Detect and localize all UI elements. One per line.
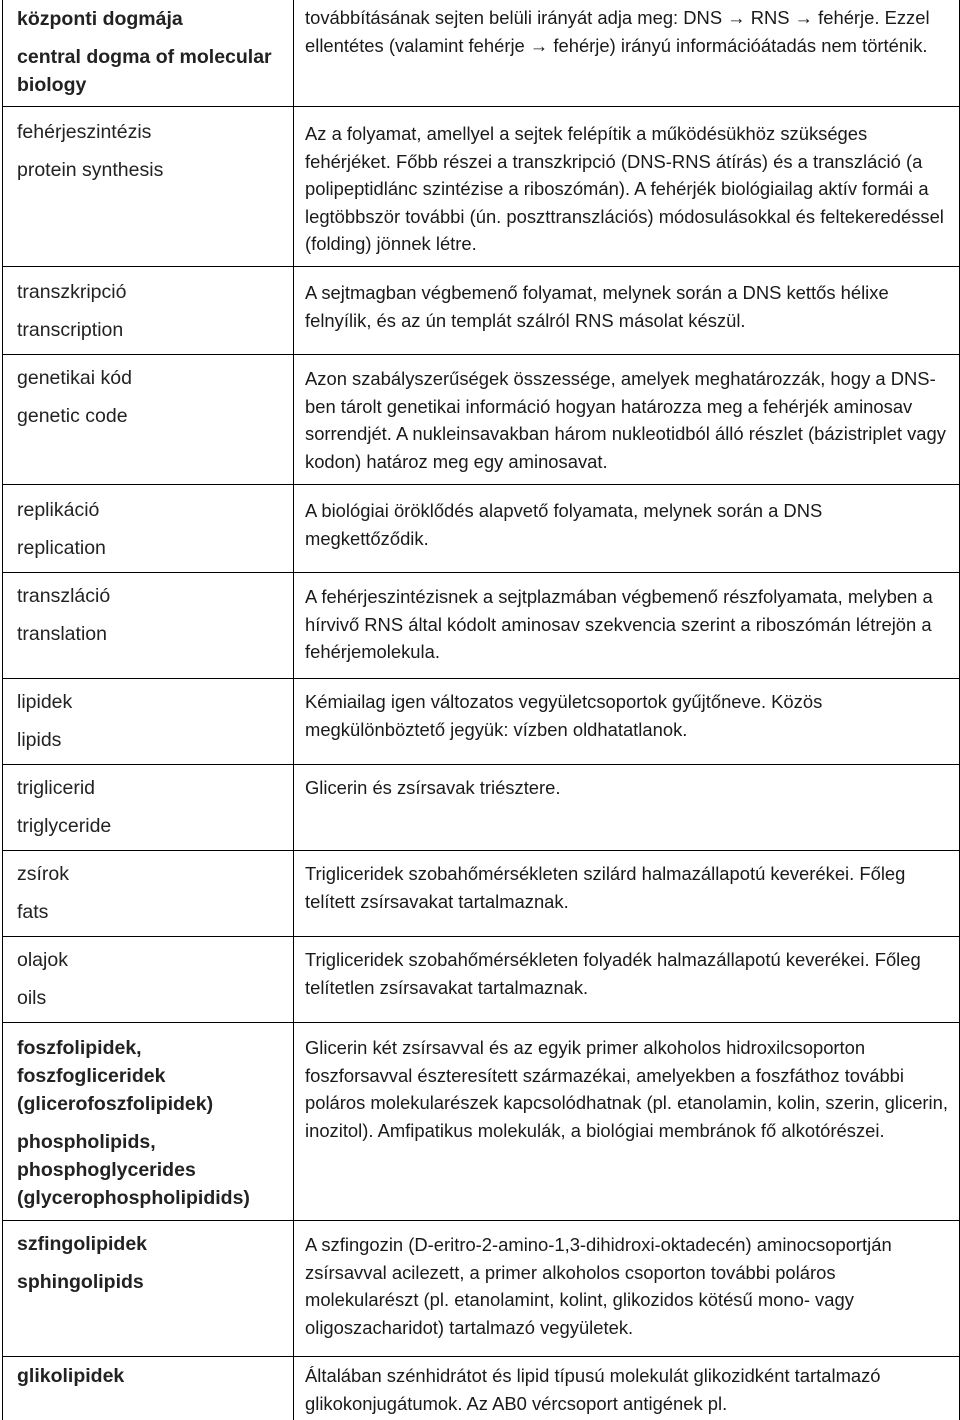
term-english: genetic code xyxy=(17,405,128,427)
term-translation xyxy=(17,582,285,648)
term-hungarian: transzkripció xyxy=(17,281,127,303)
term-english: transcription xyxy=(17,319,124,341)
term-english: fats xyxy=(17,901,49,923)
term-hungarian: központi dogmája xyxy=(17,8,183,30)
term-hungarian: szfingolipidek xyxy=(17,1233,148,1255)
term-english: oils xyxy=(17,987,47,1009)
definition: A fehérjeszintézisnek a sejtplazmában végbemenő részfolyamata, melyben a hírvivő RNS által kódolt aminosav szekvencia szerint a riboszómán létrejön a fehérjemolekula. xyxy=(305,586,933,662)
term-hungarian: foszfolipidek, foszfogliceridek (glicerofoszfolipidek) xyxy=(17,1037,214,1115)
definition: Általában szénhidrátot és lipid típusú molekulát glikozidként tartalmazó glikokonjugátumok. Az AB0 vércsoport antigének pl. xyxy=(305,1365,881,1414)
row-divider xyxy=(3,266,959,267)
definition: Trigliceridek szobahőmérsékleten folyadék halmazállapotú keverékei. Főleg telítetlen zsírsavakat tartalmaznak. xyxy=(305,949,921,998)
term-hungarian: triglicerid xyxy=(17,777,96,799)
term-hungarian: glikolipidek xyxy=(17,1365,125,1387)
definition: Trigliceridek szobahőmérsékleten szilárd halmazállapotú keverékei. Főleg telített zsírsavakat tartalmaznak. xyxy=(305,863,906,912)
term-hungarian: replikáció xyxy=(17,499,100,521)
definition: Az a folyamat, amellyel a sejtek felépítik a működésükhöz szükséges fehérjéket. Főbb részei a transzkripció (DNS-RNS átírás) és a transzláció (a polipeptidlánc szintézise a riboszómán). A fehérjék biológiailag aktív formái a legtöbbször további (ún. poszttranszlációs) módosulásokkal és feltekeredéssel (folding) jönnek létre. xyxy=(305,123,944,254)
term-english: central dogma of molecular biology xyxy=(17,46,272,96)
row-divider xyxy=(3,1220,959,1221)
term-english: triglyceride xyxy=(17,815,112,837)
row-divider xyxy=(3,678,959,679)
term-glycolipids xyxy=(17,1362,285,1390)
definition: A szfingozin (D-eritro-2-amino-1,3-dihidroxi-oktadecén) aminocsoportján zsírsavval acilezett, a primer alkoholos csoporton további poláros molekularészt (pl. etanolamint, kolint, glikozidos kötésű mono- vagy oligoszacharidot) tartalmazó vegyületek. xyxy=(305,1234,892,1338)
row-divider xyxy=(3,1022,959,1023)
term-transcription xyxy=(17,278,285,344)
definition: továbbításának sejten belüli irányát adja meg: DNS → RNS → fehérje. Ezzel ellentétes (valamint fehérje → fehérje) irányú információátadás nem történik. xyxy=(305,7,930,56)
row-divider xyxy=(3,764,959,765)
definition: A biológiai öröklődés alapvető folyamata, melynek során a DNS megkettőződik. xyxy=(305,500,823,549)
term-english: translation xyxy=(17,623,107,645)
term-central-dogma xyxy=(17,5,285,99)
term-english: protein synthesis xyxy=(17,159,164,181)
term-phospholipids xyxy=(17,1034,285,1212)
row-divider xyxy=(3,484,959,485)
row-divider xyxy=(3,936,959,937)
term-english: replication xyxy=(17,537,106,559)
definition: Glicerin és zsírsavak triésztere. xyxy=(305,777,561,798)
term-oils xyxy=(17,946,285,1012)
term-hungarian: olajok xyxy=(17,949,68,971)
term-english: phospholipids, phosphoglycerides (glycerophospholipidids) xyxy=(17,1131,250,1209)
term-english: lipids xyxy=(17,729,62,751)
term-english: sphingolipids xyxy=(17,1271,144,1293)
term-hungarian: genetikai kód xyxy=(17,367,132,389)
term-replication xyxy=(17,496,285,562)
term-hungarian: transzláció xyxy=(17,585,111,607)
glossary-table xyxy=(2,0,960,1420)
row-divider xyxy=(3,850,959,851)
term-hungarian: lipidek xyxy=(17,691,73,713)
definition: Azon szabályszerűségek összessége, amelyek meghatározzák, hogy a DNS-ben tárolt genetikai információ hogyan határozza meg a fehérjék aminosav sorrendjét. A nukleinsavakban három nukleotidból álló részlet (bázistriplet vagy kodon) határoz meg egy aminosavat. xyxy=(305,368,946,472)
term-hungarian: zsírok xyxy=(17,863,70,885)
term-hungarian: fehérjeszintézis xyxy=(17,121,152,143)
row-divider xyxy=(3,354,959,355)
definition: A sejtmagban végbemenő folyamat, melynek során a DNS kettős hélixe felnyílik, és az ún templát szálról RNS másolat készül. xyxy=(305,282,889,331)
definition: Glicerin két zsírsavval és az egyik primer alkoholos hidroxilcsoporton foszforsavval észteresített származékai, amelyekben a foszfáthoz további poláros molekularészek kapcsolódhatnak (pl. etanolamin, kolin, szerin, glicerin, inozitol). Amfipatikus molekulák, a biológiai membránok fő alkotórészei. xyxy=(305,1037,948,1141)
row-divider xyxy=(3,1356,959,1357)
term-genetic-code xyxy=(17,364,285,430)
row-divider xyxy=(3,106,959,107)
term-lipids xyxy=(17,688,285,754)
column-divider xyxy=(293,0,294,1420)
row-divider xyxy=(3,572,959,573)
term-protein-synthesis xyxy=(17,118,285,184)
definition: Kémiailag igen változatos vegyületcsoportok gyűjtőneve. Közös megkülönböztető jegyük: vízben oldhatatlanok. xyxy=(305,691,823,740)
term-triglyceride xyxy=(17,774,285,840)
term-sphingolipids xyxy=(17,1230,285,1296)
term-fats xyxy=(17,860,285,926)
